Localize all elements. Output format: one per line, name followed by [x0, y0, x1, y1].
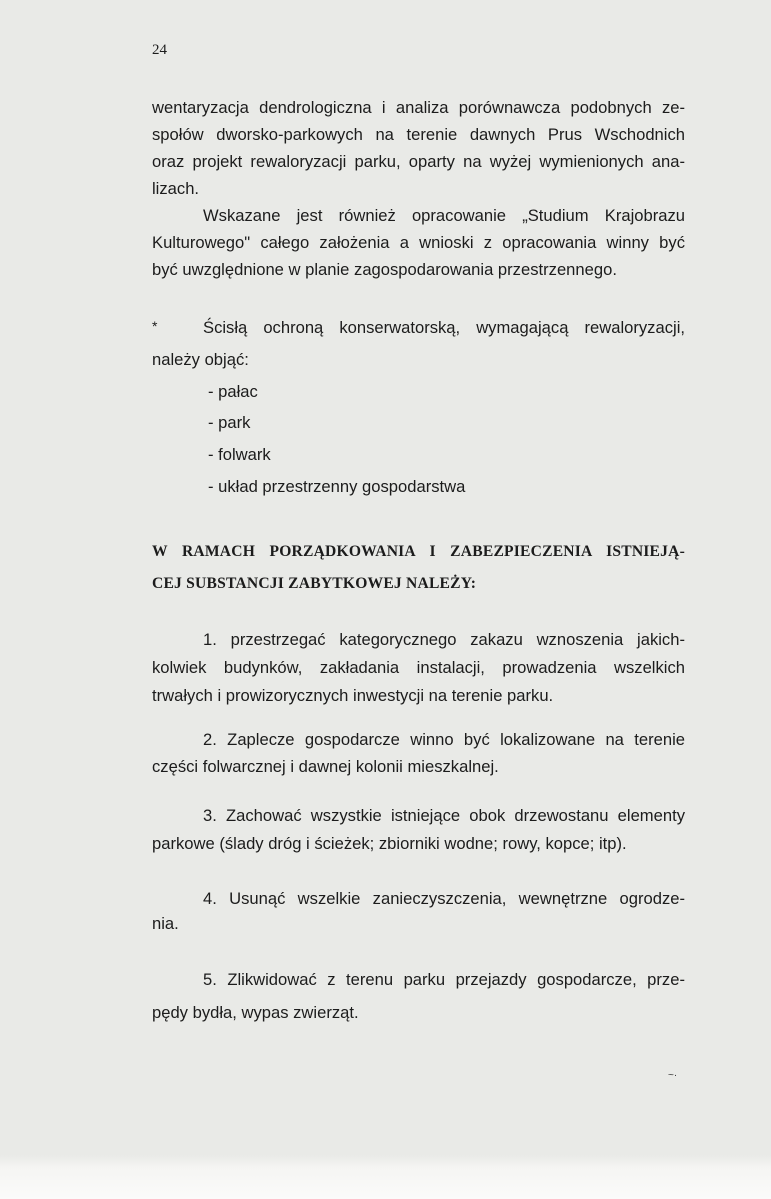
point-line: kolwiek budynków, zakładania instalacji, prowadzenia wszelkich [152, 658, 685, 677]
point-line: trwałych i prowizorycznych inwestycji na terenie parku. [152, 686, 554, 705]
point-line: 5. Zlikwidować z terenu parku przejazdy gospodarcze, prze- [203, 970, 685, 989]
section-heading: CEJ SUBSTANCJI ZABYTKOWEJ NALEŻY: [152, 575, 477, 592]
point-line: 1. przestrzegać kategorycznego zakazu wznoszenia jakich- [203, 630, 685, 649]
point-line: 4. Usunąć wszelkie zanieczyszczenia, wewnętrzne ogrodze- [203, 889, 685, 908]
point-line: 2. Zaplecze gospodarcze winno być lokalizowane na terenie [203, 730, 685, 749]
protection-item: - folwark [208, 445, 271, 464]
paragraph-line: wentaryzacja dendrologiczna i analiza porównawcza podobnych ze- [152, 98, 685, 117]
page-bottom-edge [0, 1155, 771, 1199]
paragraph-line: Wskazane jest również opracowanie „Studium Krajobrazu [203, 206, 685, 225]
protection-item: - pałac [208, 382, 258, 401]
point-line: parkowe (ślady dróg i ścieżek; zbiorniki wodne; rowy, kopce; itp). [152, 834, 627, 853]
protection-intro-line: Ścisłą ochroną konserwatorską, wymagającą rewaloryzacji, [203, 318, 685, 337]
point-line: części folwarcznej i dawnej kolonii mieszkalnej. [152, 757, 499, 776]
point-line: 3. Zachować wszystkie istniejące obok drzewostanu elementy [203, 806, 685, 825]
paragraph-line: oraz projekt rewaloryzacji parku, oparty na wyżej wymienionych ana- [152, 152, 685, 171]
paragraph-line: być uwzględnione w planie zagospodarowania przestrzennego. [152, 260, 617, 279]
point-line: nia. [152, 914, 179, 933]
paragraph-line: lizach. [152, 179, 200, 198]
protection-intro-line: należy objąć: [152, 350, 249, 369]
paragraph-line: Kulturowego" całego założenia a wnioski z opracowania winny być [152, 233, 685, 252]
asterisk-bullet: * [152, 318, 158, 334]
paragraph-line: społów dworsko-parkowych na terenie dawnych Prus Wschodnich [152, 125, 685, 144]
corner-mark: ~· [668, 1070, 678, 1081]
section-heading: W RAMACH PORZĄDKOWANIA I ZABEZPIECZENIA ISTNIEJĄ- [152, 543, 685, 560]
protection-item: - układ przestrzenny gospodarstwa [208, 477, 466, 496]
page-number: 24 [152, 42, 167, 58]
point-line: pędy bydła, wypas zwierząt. [152, 1003, 359, 1022]
protection-item: - park [208, 413, 251, 432]
